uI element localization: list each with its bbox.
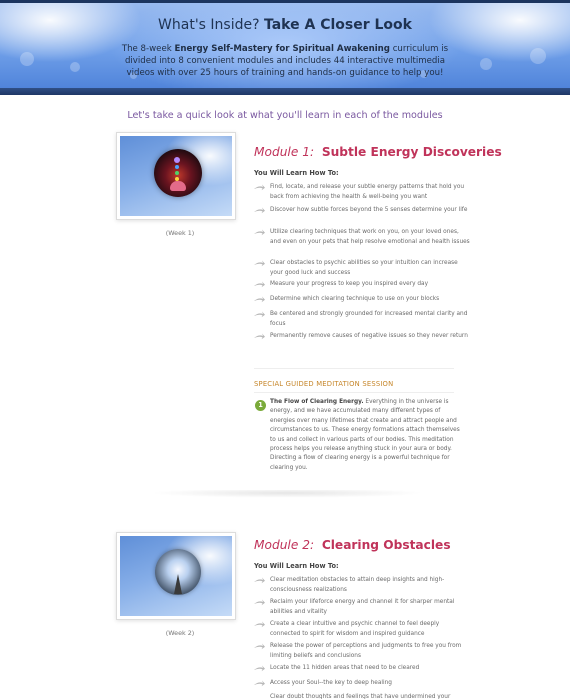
module-2-label: Module 2:	[254, 538, 315, 552]
divider	[254, 392, 454, 393]
list-item	[270, 280, 470, 290]
module-1-label: Module 1:	[254, 145, 315, 159]
bullet-text: Utilize clearing techniques that work on you, on your loved ones, and even on your pets that help resolve emotional and health issues	[270, 229, 470, 245]
banner-text-before: The 8-week	[121, 44, 172, 54]
meditation-text: Everything in the universe is energy, and we have accumulated many different types of energies over many lifetimes that create and attract people and circumstances to us. These energy formations attach themselves to us and collect in various parts of our bodies. This meditation process helps you release anything stuck in your aura or body. Directing a flow of clearing energy is a powerful technique for clearing you.	[270, 399, 460, 471]
list-item	[270, 598, 470, 617]
list-item	[270, 679, 470, 689]
chakra-figure-orb-image	[120, 136, 232, 216]
intro-line: Let's take a quick look at what you'll learn in each of the modules	[127, 110, 443, 121]
list-item	[270, 693, 470, 699]
arrow-icon	[254, 229, 265, 236]
arrow-icon	[254, 599, 265, 606]
bokeh-sparkle	[480, 58, 492, 70]
module-1-week: (Week 1)	[165, 229, 195, 237]
bullet-text: Clear doubt thoughts and feelings that have undermined your	[270, 694, 451, 699]
arrow-icon	[254, 296, 265, 303]
module-2-title	[254, 538, 451, 552]
list-item	[270, 206, 470, 216]
chakra-dot	[175, 165, 179, 169]
bullet-text: Measure your progress to keep you inspired every day	[270, 281, 429, 287]
banner-title-normal: What's Inside?	[158, 17, 260, 33]
banner-text-after: curriculum is divided into 8 convenient modules and includes 44 interactive multimedia videos with over 25 hours of training and hands-on guidance to help you!	[124, 44, 449, 78]
meditation-number-badge: 1	[255, 400, 266, 411]
banner-title-bold: Take A Closer Look	[263, 17, 412, 33]
list-item	[270, 310, 470, 329]
arrow-icon	[254, 333, 265, 340]
module-2-name: Clearing Obstacles	[321, 538, 451, 552]
module-1-title	[254, 145, 502, 159]
banner-title	[0, 17, 570, 33]
bullet-text: Release the power of perceptions and judgments to free you from limiting beliefs and conclusions	[270, 643, 462, 659]
banner-text-program-name: Energy Self-Mastery for Spiritual Awakening	[174, 44, 390, 54]
chakra-dot	[174, 157, 180, 163]
bullet-text: Reclaim your lifeforce energy and channel it for sharper mental abilities and vitality	[270, 599, 455, 615]
bullet-text: Clear meditation obstacles to attain deep insights and high-consciousness realizations	[270, 577, 445, 593]
banner-bottom-border	[0, 88, 570, 95]
meditation-description	[270, 398, 466, 473]
list-item	[270, 642, 470, 661]
road-shape	[174, 574, 182, 594]
module-2-learn-heading: You Will Learn How To:	[254, 562, 339, 570]
list-item	[270, 295, 470, 305]
arrow-icon	[254, 680, 265, 687]
divider	[254, 368, 454, 369]
bullet-text: Be centered and strongly grounded for increased mental clarity and focus	[270, 311, 468, 327]
module-separator	[120, 490, 455, 504]
list-item	[270, 228, 470, 247]
list-item	[270, 576, 470, 595]
bullet-text: Discover how subtle forces beyond the 5 senses determine your life	[270, 207, 468, 213]
bullet-text: Find, locate, and release your subtle energy patterns that hold you back from achieving the health & well-being you want	[270, 184, 465, 200]
arrow-icon	[254, 207, 265, 214]
header-banner	[0, 0, 570, 95]
arrow-icon	[254, 665, 265, 672]
bullet-text: Clear obstacles to psychic abilities so your intuition can increase your good luck and success	[270, 260, 458, 276]
meditating-figure	[170, 181, 186, 191]
arrow-icon	[254, 577, 265, 584]
arrow-icon	[254, 260, 265, 267]
meditation-title: The Flow of Clearing Energy.	[270, 399, 364, 405]
banner-top-border	[0, 0, 570, 3]
bullet-text: Create a clear intuitive and psychic channel to feel deeply connected to spirit for wisdom and inspired guidance	[270, 621, 440, 637]
module-1-image-frame	[116, 132, 236, 220]
list-item	[270, 259, 470, 278]
chakra-dot	[175, 171, 179, 175]
bokeh-sparkle	[20, 52, 34, 66]
special-meditation-heading: SPECIAL GUIDED MEDITATION SESSION	[254, 380, 394, 388]
module-2-image-frame	[116, 532, 236, 620]
arrow-icon	[254, 621, 265, 628]
list-item	[270, 332, 470, 342]
road-tunnel-orb-image	[120, 536, 232, 616]
banner-description	[118, 43, 452, 79]
module-1-learn-heading: You Will Learn How To:	[254, 169, 339, 177]
arrow-icon	[254, 281, 265, 288]
bullet-text: Permanently remove causes of negative issues so they never return	[270, 333, 468, 339]
module-2-week: (Week 2)	[165, 629, 195, 637]
bullet-text: Locate the 11 hidden areas that need to be cleared	[270, 665, 420, 671]
module-1-name: Subtle Energy Discoveries	[321, 145, 502, 159]
list-item	[270, 620, 470, 639]
bokeh-sparkle	[530, 48, 546, 64]
list-item	[270, 664, 470, 674]
bullet-text: Access your Soul--the key to deep healing	[270, 680, 392, 686]
arrow-icon	[254, 184, 265, 191]
bullet-text: Determine which clearing technique to use on your blocks	[270, 296, 440, 302]
arrow-icon	[254, 311, 265, 318]
arrow-icon	[254, 643, 265, 650]
bokeh-sparkle	[70, 62, 80, 72]
list-item	[270, 183, 470, 202]
